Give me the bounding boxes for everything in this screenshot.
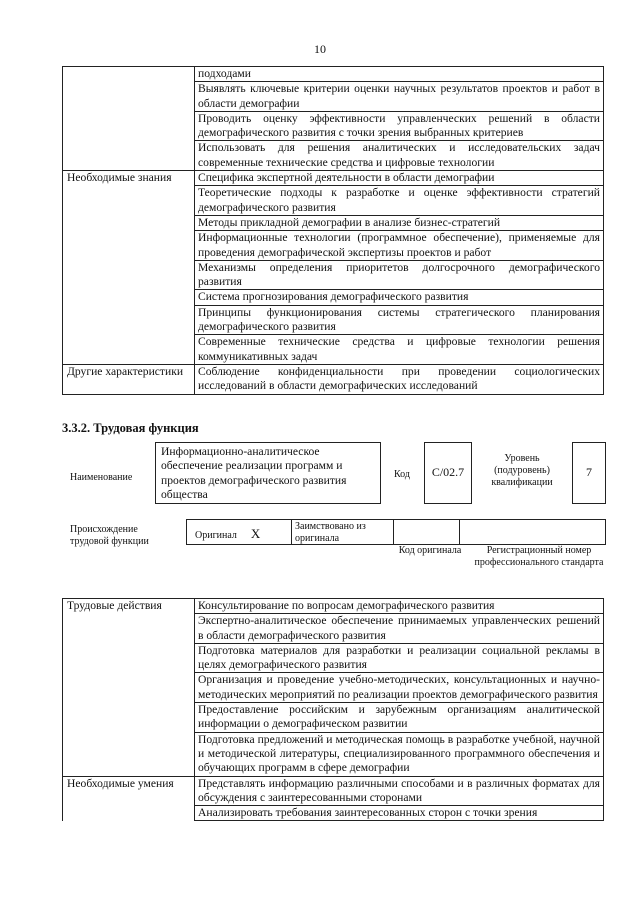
row-text: Современные технические средства и цифровые технологии решения коммуникативных задач bbox=[195, 335, 604, 365]
row-label bbox=[63, 260, 195, 290]
level-label: Уровень (подуровень) квалификации bbox=[491, 453, 553, 488]
row-text: Система прогнозирования демографического развития bbox=[195, 290, 604, 305]
row-text: Экспертно-аналитическое обеспечение принимаемых управленческих решений в области демографического развития bbox=[195, 614, 604, 644]
row-label bbox=[63, 215, 195, 230]
row-label bbox=[63, 673, 195, 703]
code-origin-caption: Код оригинала bbox=[398, 545, 462, 556]
row-text: Предоставление российским и зарубежным организациям аналитической информации о демографическом развитии bbox=[195, 703, 604, 733]
row-text: Принципы функционирования системы стратегического планирования демографического развития bbox=[195, 305, 604, 335]
row-text: Теоретические подходы к разработке и оценке эффективности стратегий демографического развития bbox=[195, 186, 604, 216]
row-text: Консультирование по вопросам демографического развития bbox=[195, 599, 604, 614]
table-row bbox=[63, 260, 604, 290]
row-label bbox=[63, 186, 195, 216]
row-label bbox=[63, 67, 195, 82]
origin-row bbox=[186, 519, 606, 545]
table-row bbox=[63, 776, 604, 806]
row-label bbox=[63, 141, 195, 171]
row-text: Механизмы определения приоритетов долгосрочного демографического развития bbox=[195, 260, 604, 290]
code-origin-cell bbox=[394, 519, 460, 545]
registration-caption: Регистрационный номер профессионального стандарта bbox=[474, 545, 604, 568]
code-label: Код bbox=[394, 469, 410, 480]
original-label: Оригинал bbox=[195, 530, 237, 541]
table-row bbox=[63, 186, 604, 216]
row-text: Проводить оценку эффективности управленческих решений в области демографического развития с точки зрения выбранных критериев bbox=[195, 111, 604, 141]
row-label bbox=[63, 111, 195, 141]
labor-actions-table bbox=[62, 598, 604, 821]
table-row bbox=[63, 335, 604, 365]
row-text: Соблюдение конфиденциальности при проведении социологических исследований в области демографических исследований bbox=[195, 364, 604, 394]
row-text: Анализировать требования заинтересованных сторон с точки зрения bbox=[195, 806, 604, 821]
original-cell bbox=[186, 519, 292, 545]
table-row bbox=[63, 614, 604, 644]
table-row bbox=[63, 673, 604, 703]
row-label bbox=[63, 82, 195, 112]
table-row bbox=[63, 703, 604, 733]
borrowed-cell: Заимствовано из оригинала bbox=[292, 519, 394, 545]
section-heading: 3.3.2. Трудовая функция bbox=[62, 421, 199, 435]
row-label bbox=[63, 335, 195, 365]
row-label-knowledge: Необходимые знания bbox=[63, 171, 195, 186]
original-mark: X bbox=[250, 526, 261, 541]
row-label bbox=[63, 643, 195, 673]
requirements-table-continued bbox=[62, 66, 604, 395]
row-text: подходами bbox=[195, 67, 604, 82]
row-text: Представлять информацию различными способами и в различных форматах для обсуждения с заинтересованными сторонами bbox=[195, 776, 604, 806]
row-text: Подготовка материалов для разработки и реализации социальной рекламы в целях демографического развития bbox=[195, 643, 604, 673]
row-text: Методы прикладной демографии в анализе бизнес-стратегий bbox=[195, 215, 604, 230]
row-label bbox=[63, 231, 195, 261]
level-box: 7 bbox=[572, 442, 606, 504]
table-row bbox=[63, 643, 604, 673]
table-row bbox=[63, 111, 604, 141]
table-row bbox=[63, 599, 604, 614]
row-label bbox=[63, 806, 195, 821]
row-label-skills: Необходимые умения bbox=[63, 776, 195, 806]
row-text: Специфика экспертной деятельности в области демографии bbox=[195, 171, 604, 186]
table-row bbox=[63, 141, 604, 171]
table-row bbox=[63, 732, 604, 776]
table-row bbox=[63, 171, 604, 186]
row-label bbox=[63, 290, 195, 305]
row-text: Использовать для решения аналитических и исследовательских задач современные технические средства и цифровые технологии bbox=[195, 141, 604, 171]
table-row bbox=[63, 67, 604, 82]
row-label-other: Другие характеристики bbox=[63, 364, 195, 394]
table-row bbox=[63, 806, 604, 821]
registration-number-cell bbox=[460, 519, 606, 545]
row-label bbox=[63, 614, 195, 644]
table-row bbox=[63, 364, 604, 394]
function-name-box: Информационно-аналитическое обеспечение реализации программ и проектов демографического развития общества bbox=[155, 442, 381, 504]
row-label bbox=[63, 732, 195, 776]
table-row bbox=[63, 82, 604, 112]
row-label bbox=[63, 703, 195, 733]
row-label-actions: Трудовые действия bbox=[63, 599, 195, 614]
row-text: Организация и проведение учебно-методических, консультационных и научно-методических мероприятий по реализации проектов демографического развития bbox=[195, 673, 604, 703]
page-number: 10 bbox=[314, 42, 326, 56]
row-text: Подготовка предложений и методическая помощь в разработке учебной, научной и методической литературы, специализированного программного обеспечения и обучающих программ в сфере демографии bbox=[195, 732, 604, 776]
table-row bbox=[63, 290, 604, 305]
row-text: Выявлять ключевые критерии оценки научных результатов проектов и работ в области демографии bbox=[195, 82, 604, 112]
origin-label: Происхождение трудовой функции bbox=[70, 524, 149, 547]
row-text: Информационные технологии (программное обеспечение), применяемые для проведения демографической экспертизы проектов и работ bbox=[195, 231, 604, 261]
name-label: Наименование bbox=[70, 472, 133, 483]
table-row bbox=[63, 215, 604, 230]
table-row bbox=[63, 305, 604, 335]
table-row bbox=[63, 231, 604, 261]
function-code-box: C/02.7 bbox=[424, 442, 472, 504]
row-label bbox=[63, 305, 195, 335]
